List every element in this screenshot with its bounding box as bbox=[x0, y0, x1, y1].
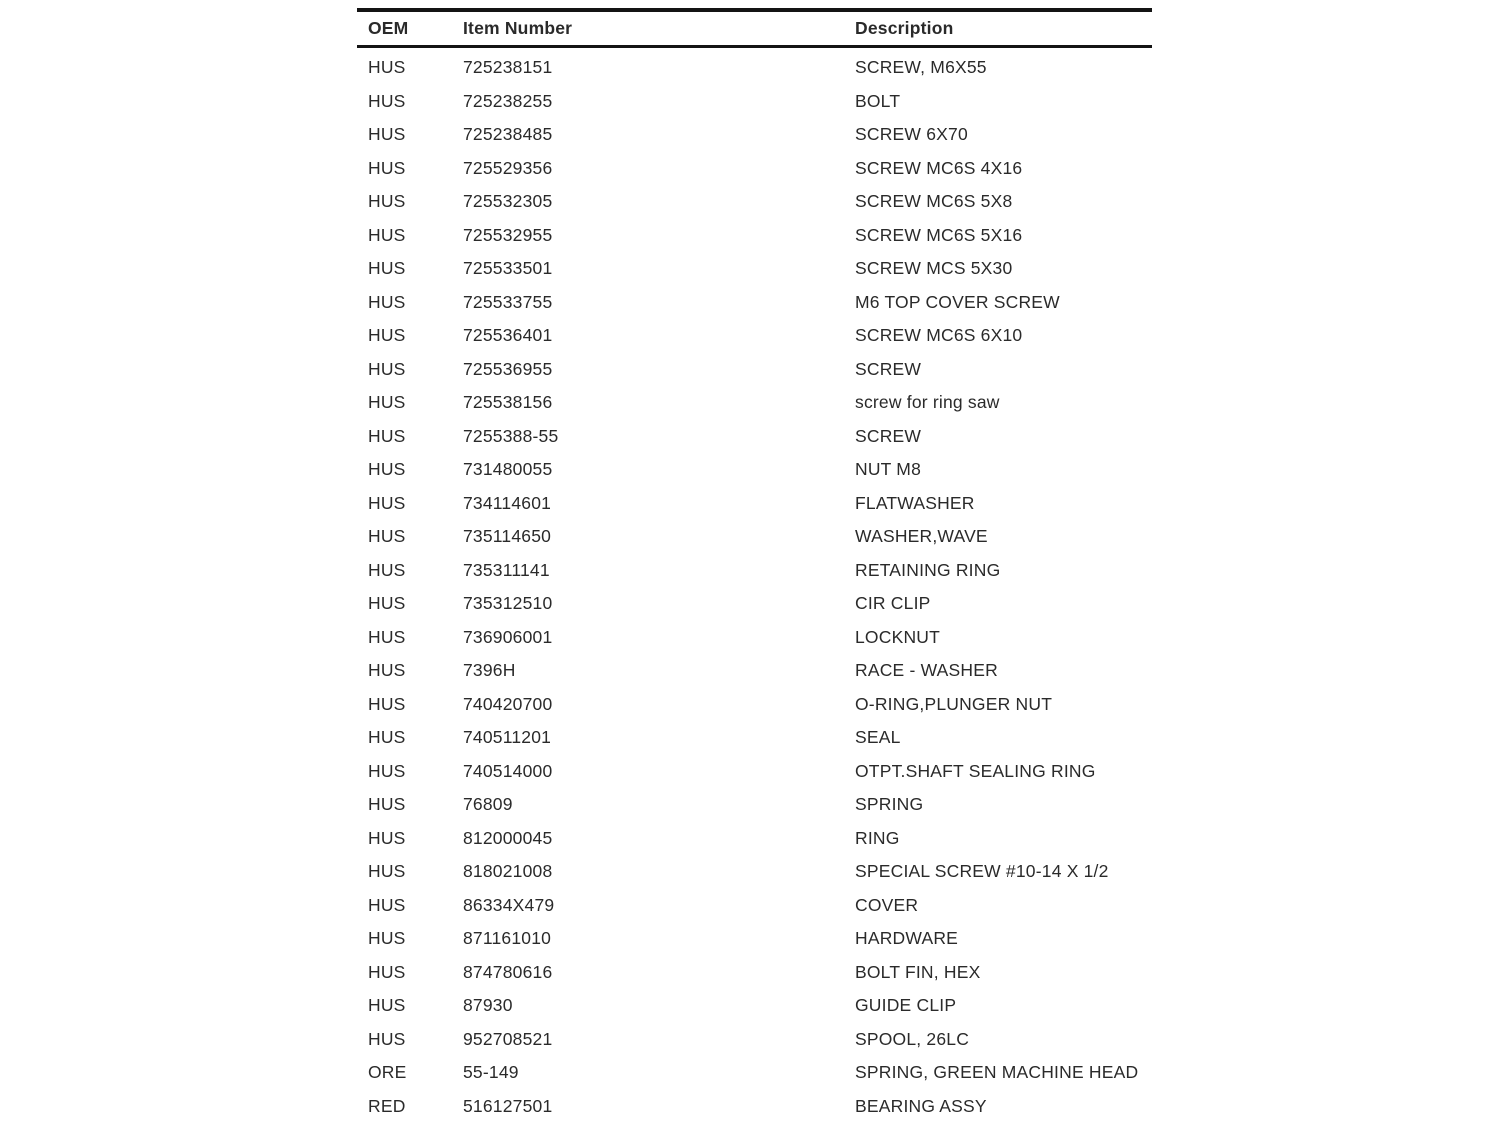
oem-cell: HUS bbox=[368, 794, 406, 815]
description-cell: SCREW bbox=[855, 425, 922, 446]
item-number-cell: 7396H bbox=[463, 660, 516, 681]
table-row bbox=[357, 989, 1152, 1023]
description-cell: SCREW, M6X55 bbox=[855, 57, 987, 78]
table-row bbox=[357, 1056, 1152, 1090]
oem-cell: HUS bbox=[368, 492, 406, 513]
description-cell: SEAL bbox=[855, 727, 901, 748]
item-number-cell: 731480055 bbox=[463, 459, 553, 480]
item-number-cell: 740420700 bbox=[463, 693, 553, 714]
item-number-cell: 725238485 bbox=[463, 124, 553, 145]
table-row bbox=[357, 688, 1152, 722]
description-cell: SPRING bbox=[855, 794, 924, 815]
item-number-cell: 734114601 bbox=[463, 492, 552, 513]
table-row bbox=[357, 1023, 1152, 1057]
description-cell: BOLT bbox=[855, 90, 901, 111]
oem-cell: HUS bbox=[368, 191, 406, 212]
item-number-cell: 740511201 bbox=[463, 727, 552, 748]
description-cell: GUIDE CLIP bbox=[855, 995, 957, 1016]
description-cell: SPECIAL SCREW #10-14 X 1/2 bbox=[855, 861, 1109, 882]
oem-cell: HUS bbox=[368, 90, 406, 111]
item-number-cell: 55-149 bbox=[463, 1062, 519, 1083]
description-cell: screw for ring saw bbox=[855, 392, 1000, 413]
table-row bbox=[357, 654, 1152, 688]
item-number-cell: 725533755 bbox=[463, 291, 553, 312]
item-number-cell: 516127501 bbox=[463, 1095, 553, 1116]
table-row bbox=[357, 922, 1152, 956]
table-header-row bbox=[357, 8, 1152, 48]
description-cell: RETAINING RING bbox=[855, 559, 1001, 580]
description-cell: SCREW 6X70 bbox=[855, 124, 968, 145]
item-number-cell: 952708521 bbox=[463, 1028, 553, 1049]
oem-cell: HUS bbox=[368, 559, 406, 580]
oem-cell: ORE bbox=[368, 1062, 407, 1083]
table-row bbox=[357, 520, 1152, 554]
oem-cell: HUS bbox=[368, 291, 406, 312]
oem-cell: HUS bbox=[368, 928, 406, 949]
table-row bbox=[357, 554, 1152, 588]
table-row bbox=[357, 788, 1152, 822]
table-row bbox=[357, 386, 1152, 420]
oem-cell: HUS bbox=[368, 325, 406, 346]
description-cell: SCREW MC6S 4X16 bbox=[855, 157, 1023, 178]
description-cell: SCREW MCS 5X30 bbox=[855, 258, 1013, 279]
column-header-description: Description bbox=[855, 18, 954, 38]
description-cell: SCREW MC6S 5X8 bbox=[855, 191, 1013, 212]
table-row bbox=[357, 118, 1152, 152]
table-body bbox=[357, 48, 1152, 1123]
item-number-cell: 812000045 bbox=[463, 827, 553, 848]
oem-cell: HUS bbox=[368, 660, 406, 681]
table-row bbox=[357, 956, 1152, 990]
description-cell: LOCKNUT bbox=[855, 626, 941, 647]
table-row bbox=[357, 755, 1152, 789]
item-number-cell: 725238151 bbox=[463, 57, 553, 78]
item-number-cell: 86334X479 bbox=[463, 894, 555, 915]
item-number-cell: 740514000 bbox=[463, 760, 553, 781]
description-cell: BEARING ASSY bbox=[855, 1095, 987, 1116]
description-cell: M6 TOP COVER SCREW bbox=[855, 291, 1060, 312]
table-row bbox=[357, 286, 1152, 320]
table-row bbox=[357, 889, 1152, 923]
oem-cell: HUS bbox=[368, 693, 406, 714]
item-number-cell: 725529356 bbox=[463, 157, 553, 178]
oem-cell: HUS bbox=[368, 425, 406, 446]
oem-cell: HUS bbox=[368, 894, 406, 915]
item-number-cell: 725538156 bbox=[463, 392, 553, 413]
description-cell: HARDWARE bbox=[855, 928, 959, 949]
description-cell: NUT M8 bbox=[855, 459, 922, 480]
table-row bbox=[357, 85, 1152, 119]
description-cell: RACE - WASHER bbox=[855, 660, 998, 681]
description-cell: SCREW MC6S 5X16 bbox=[855, 224, 1023, 245]
column-header-item-number: Item Number bbox=[463, 18, 573, 38]
description-cell: OTPT.SHAFT SEALING RING bbox=[855, 760, 1096, 781]
item-number-cell: 725536401 bbox=[463, 325, 553, 346]
item-number-cell: 736906001 bbox=[463, 626, 553, 647]
item-number-cell: 725533501 bbox=[463, 258, 553, 279]
oem-cell: HUS bbox=[368, 57, 406, 78]
table-row bbox=[357, 621, 1152, 655]
item-number-cell: 76809 bbox=[463, 794, 513, 815]
table-row bbox=[357, 319, 1152, 353]
oem-cell: HUS bbox=[368, 526, 406, 547]
table-row bbox=[357, 51, 1152, 85]
item-number-cell: 818021008 bbox=[463, 861, 553, 882]
description-cell: FLATWASHER bbox=[855, 492, 975, 513]
item-number-cell: 871161010 bbox=[463, 928, 552, 949]
oem-cell: HUS bbox=[368, 1028, 406, 1049]
item-number-cell: 725532305 bbox=[463, 191, 553, 212]
table-row bbox=[357, 855, 1152, 889]
table-row bbox=[357, 587, 1152, 621]
column-header-oem: OEM bbox=[368, 18, 409, 38]
oem-cell: HUS bbox=[368, 358, 406, 379]
oem-cell: HUS bbox=[368, 961, 406, 982]
item-number-cell: 735114650 bbox=[463, 526, 552, 547]
description-cell: WASHER,WAVE bbox=[855, 526, 988, 547]
oem-cell: RED bbox=[368, 1095, 406, 1116]
item-number-cell: 735311141 bbox=[463, 559, 550, 580]
oem-cell: HUS bbox=[368, 995, 406, 1016]
item-number-cell: 735312510 bbox=[463, 593, 553, 614]
table-row bbox=[357, 185, 1152, 219]
oem-cell: HUS bbox=[368, 593, 406, 614]
oem-cell: HUS bbox=[368, 459, 406, 480]
item-number-cell: 874780616 bbox=[463, 961, 553, 982]
oem-cell: HUS bbox=[368, 258, 406, 279]
table-row bbox=[357, 453, 1152, 487]
description-cell: SCREW MC6S 6X10 bbox=[855, 325, 1023, 346]
table-row bbox=[357, 420, 1152, 454]
oem-cell: HUS bbox=[368, 224, 406, 245]
oem-cell: HUS bbox=[368, 827, 406, 848]
item-number-cell: 725536955 bbox=[463, 358, 553, 379]
item-number-cell: 725238255 bbox=[463, 90, 553, 111]
description-cell: COVER bbox=[855, 894, 919, 915]
description-cell: CIR CLIP bbox=[855, 593, 931, 614]
description-cell: SPOOL, 26LC bbox=[855, 1028, 970, 1049]
oem-cell: HUS bbox=[368, 392, 406, 413]
oem-cell: HUS bbox=[368, 157, 406, 178]
table-row bbox=[357, 252, 1152, 286]
item-number-cell: 7255388-55 bbox=[463, 425, 559, 446]
description-cell: SPRING, GREEN MACHINE HEAD bbox=[855, 1062, 1139, 1083]
table-row bbox=[357, 721, 1152, 755]
description-cell: RING bbox=[855, 827, 900, 848]
oem-cell: HUS bbox=[368, 124, 406, 145]
description-cell: O-RING,PLUNGER NUT bbox=[855, 693, 1053, 714]
oem-cell: HUS bbox=[368, 727, 406, 748]
table-row bbox=[357, 1090, 1152, 1124]
description-cell: SCREW bbox=[855, 358, 922, 379]
item-number-cell: 87930 bbox=[463, 995, 513, 1016]
item-number-cell: 725532955 bbox=[463, 224, 553, 245]
table-row bbox=[357, 219, 1152, 253]
table-row bbox=[357, 152, 1152, 186]
oem-cell: HUS bbox=[368, 760, 406, 781]
table-row bbox=[357, 487, 1152, 521]
oem-cell: HUS bbox=[368, 861, 406, 882]
table-row bbox=[357, 822, 1152, 856]
description-cell: BOLT FIN, HEX bbox=[855, 961, 981, 982]
parts-table bbox=[357, 8, 1152, 1123]
table-row bbox=[357, 353, 1152, 387]
oem-cell: HUS bbox=[368, 626, 406, 647]
